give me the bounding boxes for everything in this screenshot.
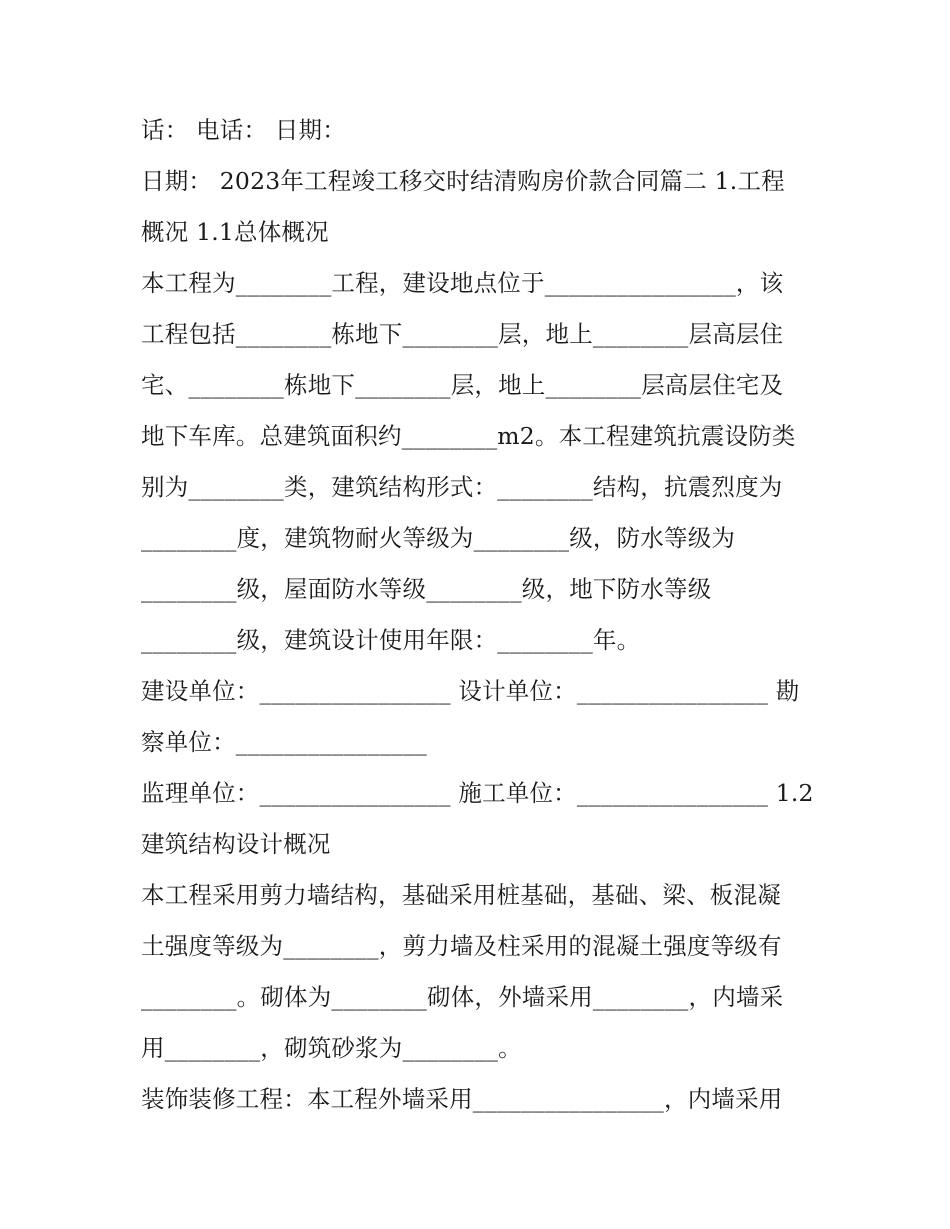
section-heading: 建筑结构设计概况 xyxy=(141,830,331,858)
document-page xyxy=(141,105,821,1125)
text-line: ________级，屋面防水等级________级，地下防水等级 xyxy=(141,575,712,603)
text-line: 土强度等级为________，剪力墙及柱采用的混凝土强度等级有 xyxy=(141,932,782,960)
text-line: 用________，砌筑砂浆为________。 xyxy=(141,1034,522,1062)
text-line: 工程包括________栋地下________层，地上________层高层住 xyxy=(141,320,784,348)
text-line: ________度，建筑物耐火等级为________级，防水等级为 xyxy=(141,524,736,552)
section-heading: 概况 1.1总体概况 xyxy=(141,218,329,246)
text-line: ________级，建筑设计使用年限：________年。 xyxy=(141,626,641,654)
text-line: ________。砌体为________砌体，外墙采用________，内墙采 xyxy=(141,983,784,1011)
text-line: 别为________类，建筑结构形式：________结构，抗震烈度为 xyxy=(141,473,783,501)
text-line: 日期： 2023年工程竣工移交时结清购房价款合同篇二 1.工程 xyxy=(141,167,785,195)
text-line: 察单位：________________ xyxy=(141,728,427,756)
text-line: 监理单位：________________ 施工单位：________________ 1.2 xyxy=(141,779,814,807)
text-line: 地下车库。总建筑面积约________m2。本工程建筑抗震设防类 xyxy=(141,422,796,450)
text-line: 装饰装修工程：本工程外墙采用________________，内墙采用 xyxy=(141,1085,783,1113)
text-line: 本工程采用剪力墙结构，基础采用桩基础，基础、梁、板混凝 xyxy=(141,881,781,909)
text-line: 话： 电话： 日期： xyxy=(141,116,346,144)
text-line: 宅、________栋地下________层，地上________层高层住宅及 xyxy=(141,371,784,399)
text-line: 本工程为________工程，建设地点位于________________，该 xyxy=(141,269,784,297)
text-line: 建设单位：________________ 设计单位：________________ 勘 xyxy=(141,677,800,705)
